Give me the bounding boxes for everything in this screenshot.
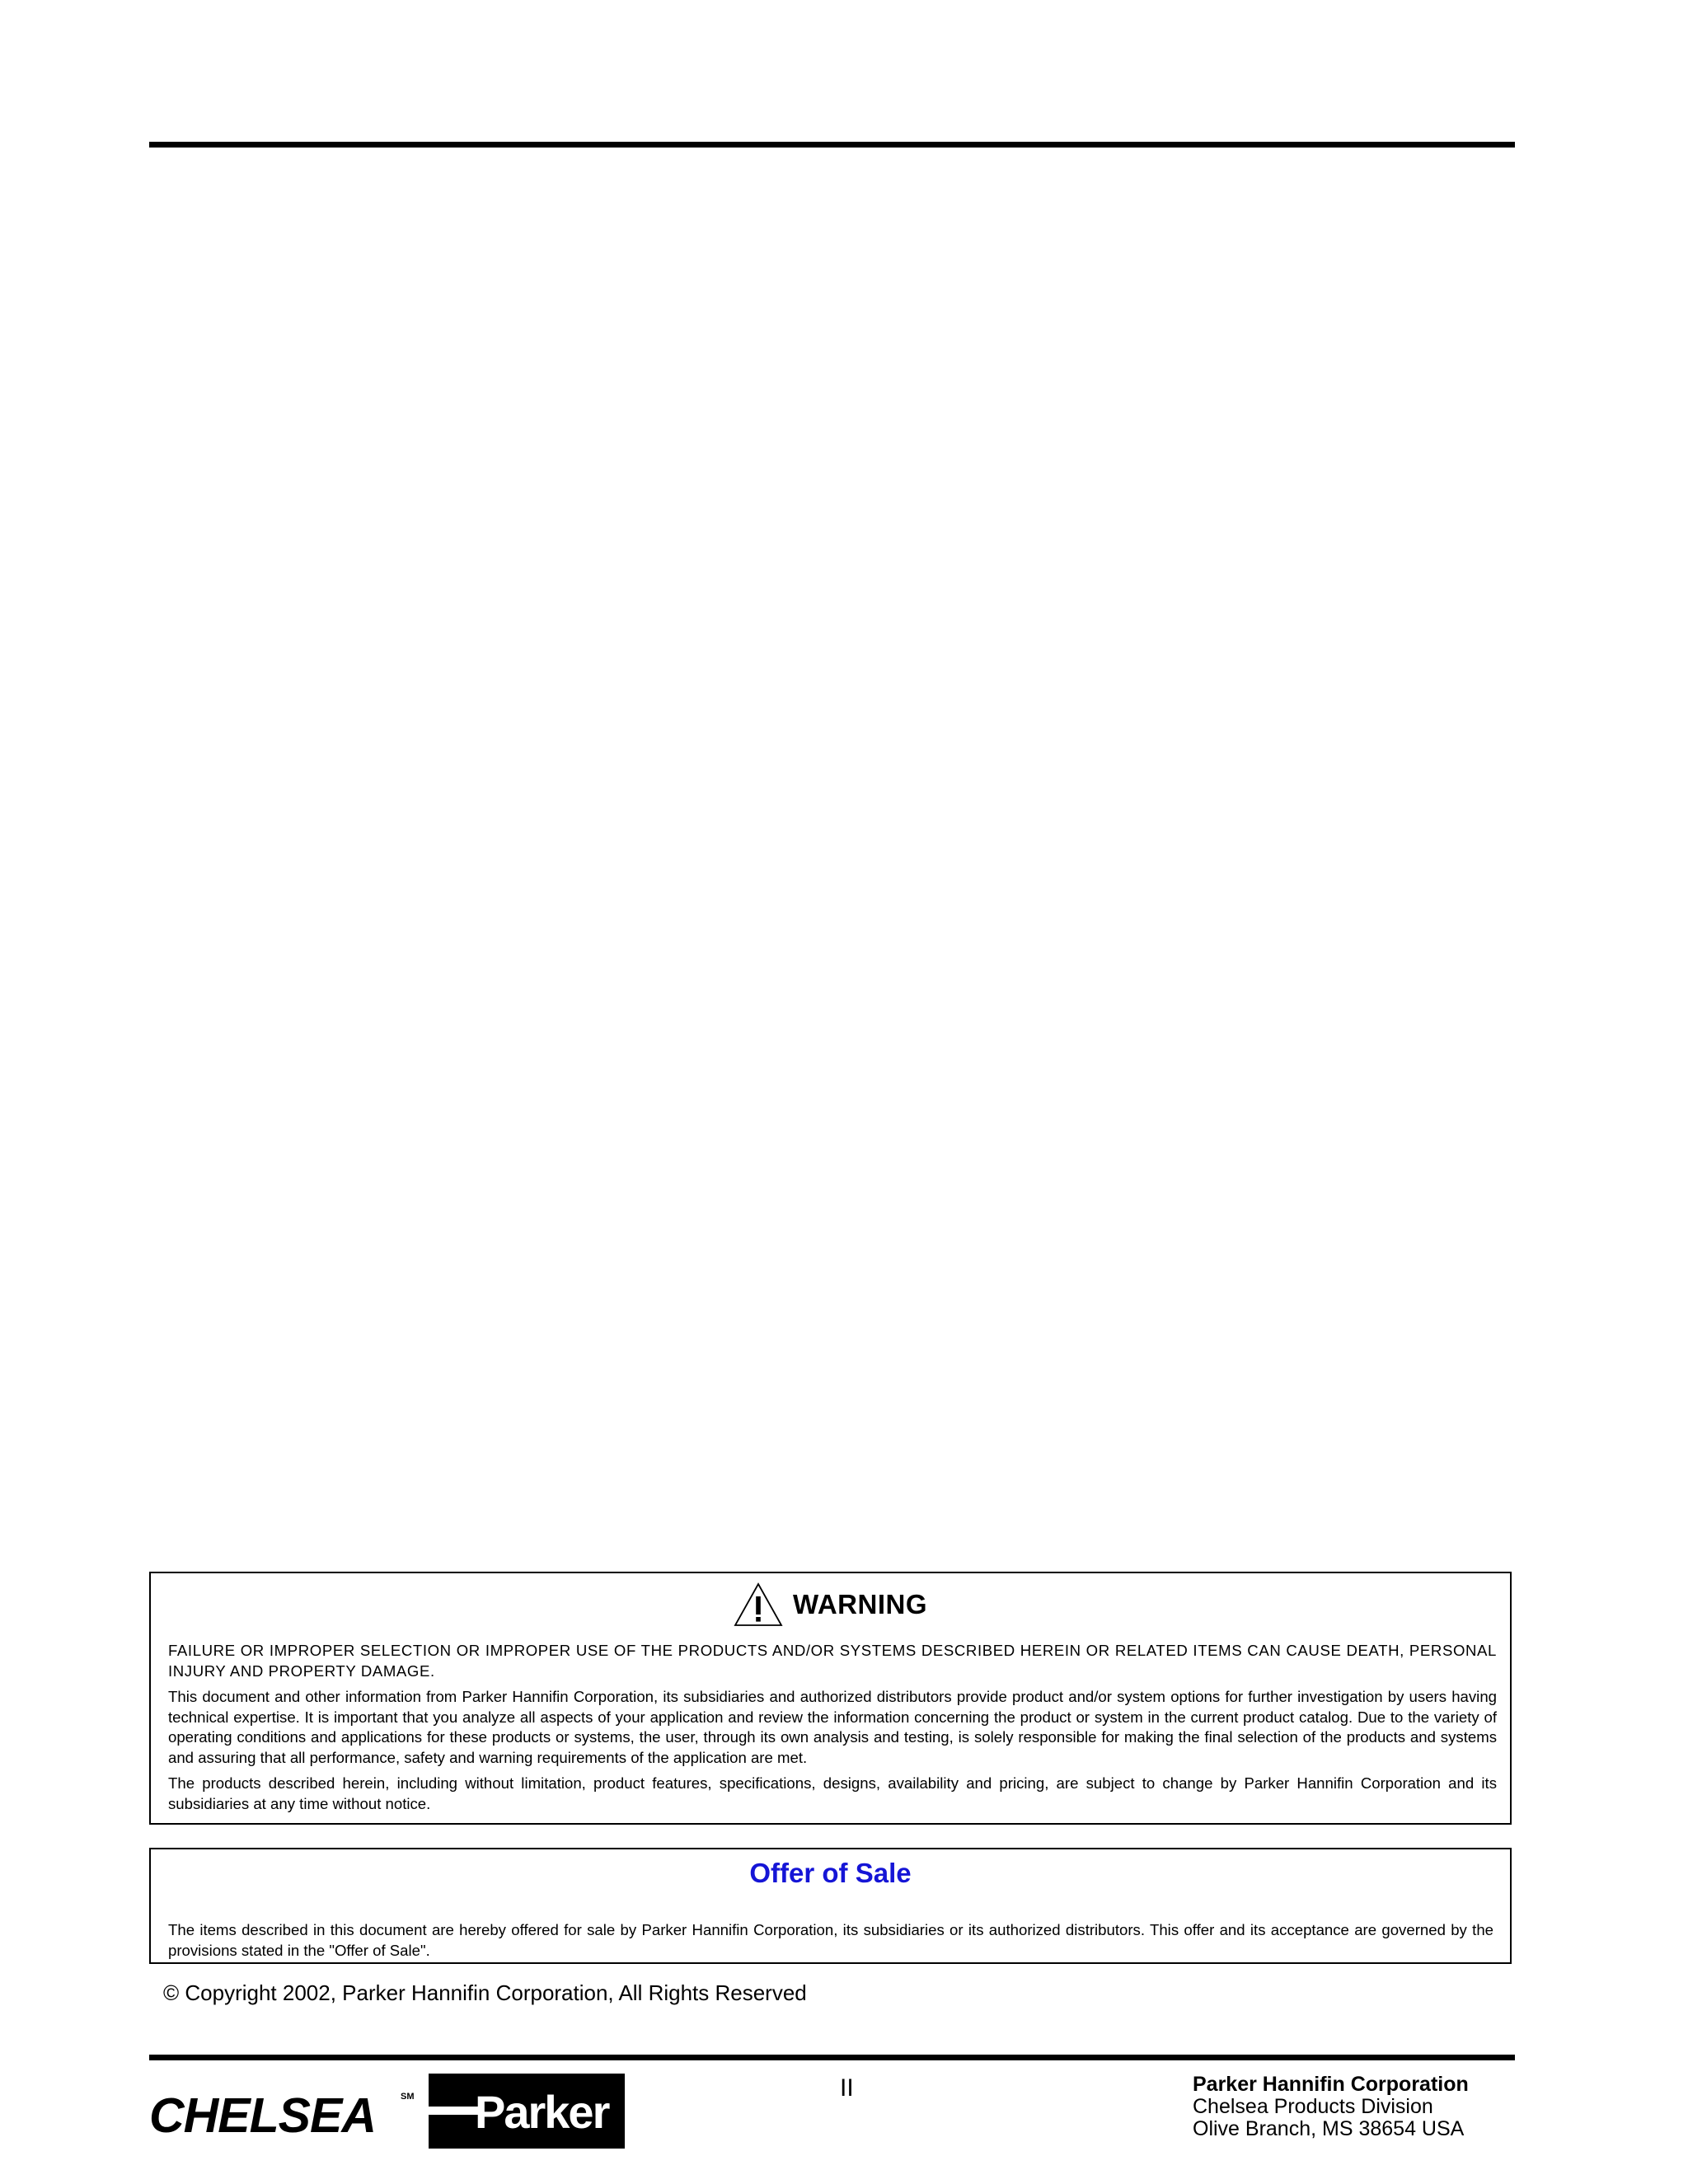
parker-logo-word: Parker [475, 2086, 609, 2138]
parker-logo-bar [429, 2107, 478, 2115]
warning-body [168, 1641, 1497, 1820]
company-location: Olive Branch, MS 38654 USA [1193, 2117, 1465, 2140]
copyright-notice: © Copyright 2002, Parker Hannifin Corporation, All Rights Reserved [163, 1980, 807, 2005]
warning-paragraph: This document and other information from Parker Hannifin Corporation, its subsidiaries and authorized distributors provide product and/or system options for further investigation by users having technical expertise. It is important that you analyze all aspects of your application and review the information concerning the product or system in the current product catalog. Due to the variety of operating conditions and applications for these products or systems, the user, through its own analysis and testing, is solely responsible for making the final selection of the products and systems and assuring that all performance, safety and warning requirements of the application are met. [168, 1688, 1497, 1766]
top-rule [149, 142, 1515, 148]
warning-heading [151, 1580, 1510, 1629]
company-name: Parker Hannifin Corporation [1193, 2073, 1469, 2096]
warning-box [149, 1572, 1512, 1825]
warning-paragraph: The products described herein, including without limitation, product features, specifications, designs, availability and pricing, are subject to change by Parker Hannifin Corporation and its subsidiaries at any time without notice. [168, 1774, 1497, 1812]
warning-title: WARNING [793, 1589, 927, 1619]
parker-logo [429, 2074, 625, 2149]
warning-paragraph: FAILURE OR IMPROPER SELECTION OR IMPROPER USE OF THE PRODUCTS AND/OR SYSTEMS DESCRIBED HEREIN OR RELATED ITEMS CAN CAUSE DEATH, PERSONAL INJURY AND PROPERTY DAMAGE. [168, 1642, 1497, 1680]
warning-triangle-icon [734, 1582, 783, 1627]
division-name: Chelsea Products Division [1193, 2095, 1433, 2118]
page-number: II [840, 2074, 854, 2102]
service-mark: SM [401, 2092, 415, 2102]
bottom-rule [149, 2055, 1515, 2060]
offer-title: Offer of Sale [749, 1858, 912, 1888]
company-address [1193, 2074, 1469, 2140]
offer-text: The items described in this document are hereby offered for sale by Parker Hannifin Corporation, its subsidiaries or its authorized distributors. This offer and its acceptance are governed by the provisions stated in the "Offer of Sale". [168, 1921, 1493, 1959]
chelsea-logo: CHELSEA [149, 2088, 376, 2143]
offer-of-sale-box [149, 1848, 1512, 1964]
